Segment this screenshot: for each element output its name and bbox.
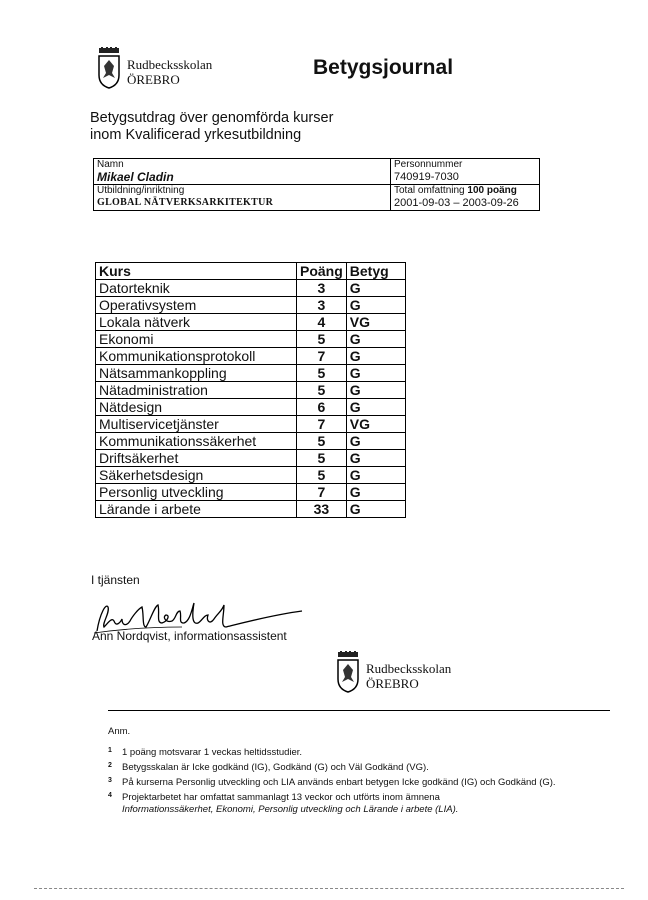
- grade-row: [96, 348, 406, 365]
- points-cell: 5: [297, 433, 347, 450]
- student-info-table: [93, 158, 540, 211]
- grade-cell: G: [346, 382, 405, 399]
- course-cell: Nätsammankoppling: [96, 365, 297, 382]
- note-number: 2: [108, 762, 112, 769]
- note-text: På kurserna Personlig utveckling och LIA används enbart betygen Icke godkänd (IG) och Godkänd (G).: [122, 777, 556, 788]
- grade-row: [96, 450, 406, 467]
- points-cell: 33: [297, 501, 347, 518]
- grade-row: [96, 484, 406, 501]
- grade-row: [96, 331, 406, 348]
- course-cell: Personlig utveckling: [96, 484, 297, 501]
- points-cell: 6: [297, 399, 347, 416]
- grade-row: [96, 297, 406, 314]
- grade-cell: VG: [346, 416, 405, 433]
- total-line: [394, 185, 536, 197]
- personnummer-cell: [391, 159, 540, 185]
- grade-row: [96, 501, 406, 518]
- note-item: [108, 762, 618, 774]
- points-cell: 5: [297, 382, 347, 399]
- signer-name: Ann Nordqvist, informationsassistent: [92, 629, 287, 643]
- note-text: Betygsskalan är Icke godkänd (IG), Godkänd (G) och Väl Godkänd (VG).: [122, 762, 429, 773]
- grade-row: [96, 280, 406, 297]
- study-period: 2001-09-03 – 2003-09-26: [394, 197, 519, 209]
- personnummer-value: 740919-7030: [394, 171, 459, 183]
- school-name: [127, 57, 212, 87]
- note-number: 4: [108, 792, 112, 799]
- grade-cell: G: [346, 467, 405, 484]
- points-cell: 7: [297, 348, 347, 365]
- points-cell: 5: [297, 331, 347, 348]
- grade-cell: G: [346, 450, 405, 467]
- coat-of-arms-icon: [336, 651, 360, 693]
- school-city-text: ÖREBRO: [366, 676, 419, 691]
- grade-row: [96, 382, 406, 399]
- points-cell: 5: [297, 450, 347, 467]
- points-cell: 7: [297, 416, 347, 433]
- points-cell: 5: [297, 365, 347, 382]
- service-text: I tjänsten: [91, 573, 140, 587]
- grade-cell: G: [346, 331, 405, 348]
- program-cell: [94, 185, 391, 211]
- grade-row: [96, 433, 406, 450]
- school-name-text: Rudbecksskolan: [366, 661, 452, 676]
- grade-cell: G: [346, 484, 405, 501]
- grade-row: [96, 399, 406, 416]
- grades-body: [96, 280, 406, 518]
- personnummer-label: Personnummer: [394, 159, 463, 170]
- document-subtitle: [90, 110, 333, 144]
- course-cell: Säkerhetsdesign: [96, 467, 297, 484]
- total-points: 100 poäng: [467, 185, 517, 196]
- bottom-scan-line: [34, 888, 624, 889]
- course-cell: Operativsystem: [96, 297, 297, 314]
- student-name: Mikael Cladin: [97, 170, 174, 184]
- grade-cell: G: [346, 365, 405, 382]
- page-title: Betygsjournal: [313, 56, 454, 79]
- total-label: Total omfattning: [394, 185, 465, 196]
- course-cell: Kommunikationssäkerhet: [96, 433, 297, 450]
- coat-of-arms-icon: [97, 47, 121, 89]
- grade-cell: G: [346, 433, 405, 450]
- course-cell: Multiservicetjänster: [96, 416, 297, 433]
- note-number: 1: [108, 747, 112, 754]
- grade-row: [96, 467, 406, 484]
- total-cell: [391, 185, 540, 211]
- name-cell: [94, 159, 391, 185]
- note-text: 1 poäng motsvarar 1 veckas heltidsstudier.: [122, 747, 303, 758]
- school-city-text: ÖREBRO: [127, 72, 180, 87]
- program-label: Utbildning/inriktning: [97, 185, 185, 196]
- course-cell: Datorteknik: [96, 280, 297, 297]
- course-cell: Kommunikationsprotokoll: [96, 348, 297, 365]
- notes-section: [108, 726, 618, 819]
- school-logo-top: [97, 47, 277, 91]
- grade-cell: G: [346, 297, 405, 314]
- points-cell: 3: [297, 297, 347, 314]
- points-cell: 7: [297, 484, 347, 501]
- header-points: Poäng: [297, 263, 347, 280]
- grades-table: [95, 262, 406, 518]
- subtitle-line-1: Betygsutdrag över genomförda kurser: [90, 110, 334, 126]
- note-item: [108, 777, 618, 789]
- subtitle-line-2: inom Kvalificerad yrkesutbildning: [90, 127, 302, 143]
- note-text-continued: Informationssäkerhet, Ekonomi, Personlig utveckling och Lärande i arbete (LIA).: [122, 804, 459, 815]
- course-cell: Nätadministration: [96, 382, 297, 399]
- points-cell: 4: [297, 314, 347, 331]
- header-grade: Betyg: [346, 263, 405, 280]
- grade-row: [96, 365, 406, 382]
- header-course: Kurs: [96, 263, 297, 280]
- course-cell: Nätdesign: [96, 399, 297, 416]
- grades-header-row: [96, 263, 406, 280]
- note-item: [108, 792, 618, 816]
- grade-cell: G: [346, 280, 405, 297]
- notes-title: Anm.: [108, 726, 131, 737]
- course-cell: Lokala nätverk: [96, 314, 297, 331]
- grade-cell: VG: [346, 314, 405, 331]
- points-cell: 3: [297, 280, 347, 297]
- school-name-text: Rudbecksskolan: [127, 57, 213, 72]
- course-cell: Driftsäkerhet: [96, 450, 297, 467]
- course-cell: Ekonomi: [96, 331, 297, 348]
- notes-divider: [108, 710, 610, 711]
- program-value: GLOBAL NÄTVERKSARKITEKTUR: [97, 197, 274, 208]
- grade-cell: G: [346, 348, 405, 365]
- school-name: [366, 661, 451, 691]
- school-logo-bottom: [336, 649, 476, 697]
- grade-row: [96, 314, 406, 331]
- course-cell: Lärande i arbete: [96, 501, 297, 518]
- grade-cell: G: [346, 501, 405, 518]
- points-cell: 5: [297, 467, 347, 484]
- name-label: Namn: [97, 159, 124, 170]
- grade-row: [96, 416, 406, 433]
- grade-cell: G: [346, 399, 405, 416]
- note-number: 3: [108, 777, 112, 784]
- note-text: Projektarbetet har omfattat sammanlagt 13 veckor och utförts inom ämnena: [122, 792, 440, 803]
- note-item: [108, 747, 618, 759]
